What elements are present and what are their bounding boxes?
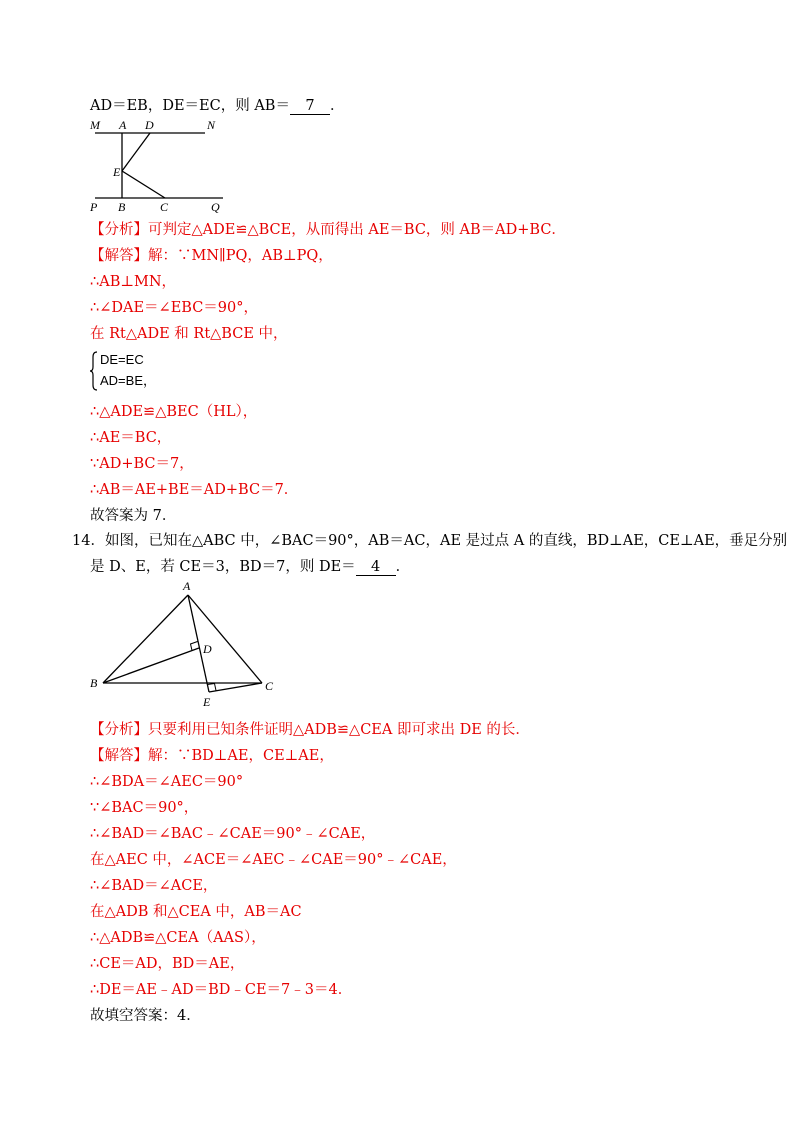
q13-after-line: ∴△ADE≌△BEC（HL）， [90,404,258,420]
q14-solution-line: 【解答】解：∵BD⊥AE，CE⊥AE， [90,748,334,764]
q14-segment-ce [209,683,262,692]
q14-period: ． [395,559,411,575]
q14-label-c: C [265,679,274,693]
q13-label-n: N [207,118,216,132]
q13-system-eq1: DE=EC [100,352,144,367]
q14-solution-line: ∴∠BAD＝∠BAC﹣∠CAE＝90°﹣∠CAE， [90,826,376,842]
q13-label-q: Q [211,200,220,214]
q14-stem-text2: 是 D、E，若 CE＝3，BD＝7，则 DE＝ [90,559,356,575]
q14-solution-line: 在△ADB 和△CEA 中，AB＝AC [90,904,302,920]
q14-label-b: B [90,676,98,690]
q14-solution-line: ∴DE＝AE﹣AD＝BD﹣CE＝7﹣3＝4． [90,982,353,998]
q14-label-d: D [203,642,212,656]
q14-solution-line: ∴∠BDA＝∠AEC＝90° [90,774,244,790]
q14-stem-line1 [72,531,787,551]
q13-label-d: D [145,118,154,132]
q14-label-e: E [203,695,211,709]
q13-solution-line: ∴AB⊥MN， [90,274,177,290]
q13-label-p: P [90,200,98,214]
q13-system-eq2-text: AD=BE [100,373,143,388]
q14-segment-bd [103,648,199,683]
q14-analysis: 【分析】只要利用已知条件证明△ADB≌△CEA 即可求出 DE 的长． [90,722,530,738]
q14-solution-line: ∴∠BAD＝∠ACE， [90,878,218,894]
q13-after-line: ∴AB＝AE+BE＝AD+BC＝7． [90,482,299,498]
q13-label-b: B [118,200,126,214]
q13-period: ． [329,98,345,114]
q13-segment-ec [122,171,165,198]
q14-segment-ac [188,595,262,683]
q14-figure [85,580,285,710]
q14-solution-line: ∴CE＝AD，BD＝AE， [90,956,245,972]
q14-solution-line: ∵∠BAC＝90°， [90,800,199,816]
q13-figure [85,115,245,215]
q13-segment-ed [122,133,150,171]
q13-in-triangles: 在 Rt△ADE 和 Rt△BCE 中， [90,326,288,342]
q13-solution-line: ∴∠DAE＝∠EBC＝90°， [90,300,259,316]
q13-system-brace [90,351,98,389]
q13-label-a: A [119,118,127,132]
q13-system-comma: ， [143,373,157,388]
q14-number: 14． [72,533,105,549]
q14-stem-text1: 如图，已知在△ABC 中，∠BAC＝90°，AB＝AC，AE 是过点 A 的直线，BD⊥AE，CE⊥AE，垂足分别 [104,533,788,549]
q13-after-line: ∵AD+BC＝7， [90,456,194,472]
q13-analysis: 【分析】可判定△ADE≌△BCE，从而得出 AE＝BC，则 AB＝AD+BC． [90,222,566,238]
q14-segment-ab [103,595,188,683]
q13-label-e: E [113,165,121,179]
q13-after-line: ∴AE＝BC， [90,430,172,446]
q13-label-c: C [160,200,169,214]
q14-solution-line: 在△AEC 中，∠ACE＝∠AEC﹣∠CAE＝90°﹣∠CAE， [90,852,457,868]
q14-answer-blank: 4 [356,559,396,576]
q13-stem-end [90,96,344,116]
q14-solution-line: ∴△ADB≌△CEA（AAS）， [90,930,266,946]
q14-label-a: A [183,580,191,593]
q13-solution-line: 【解答】解：∵MN∥PQ，AB⊥PQ， [90,248,333,264]
q13-conclusion: 故答案为 7． [90,508,177,524]
q14-conclusion: 故填空答案：4． [90,1008,201,1024]
q14-stem-line2 [90,557,410,577]
q13-answer-blank: 7 [290,98,330,115]
q13-system-eq2 [100,371,156,391]
q13-label-m: M [90,118,100,132]
q13-stem-text: AD＝EB，DE＝EC，则 AB＝ [90,98,290,114]
